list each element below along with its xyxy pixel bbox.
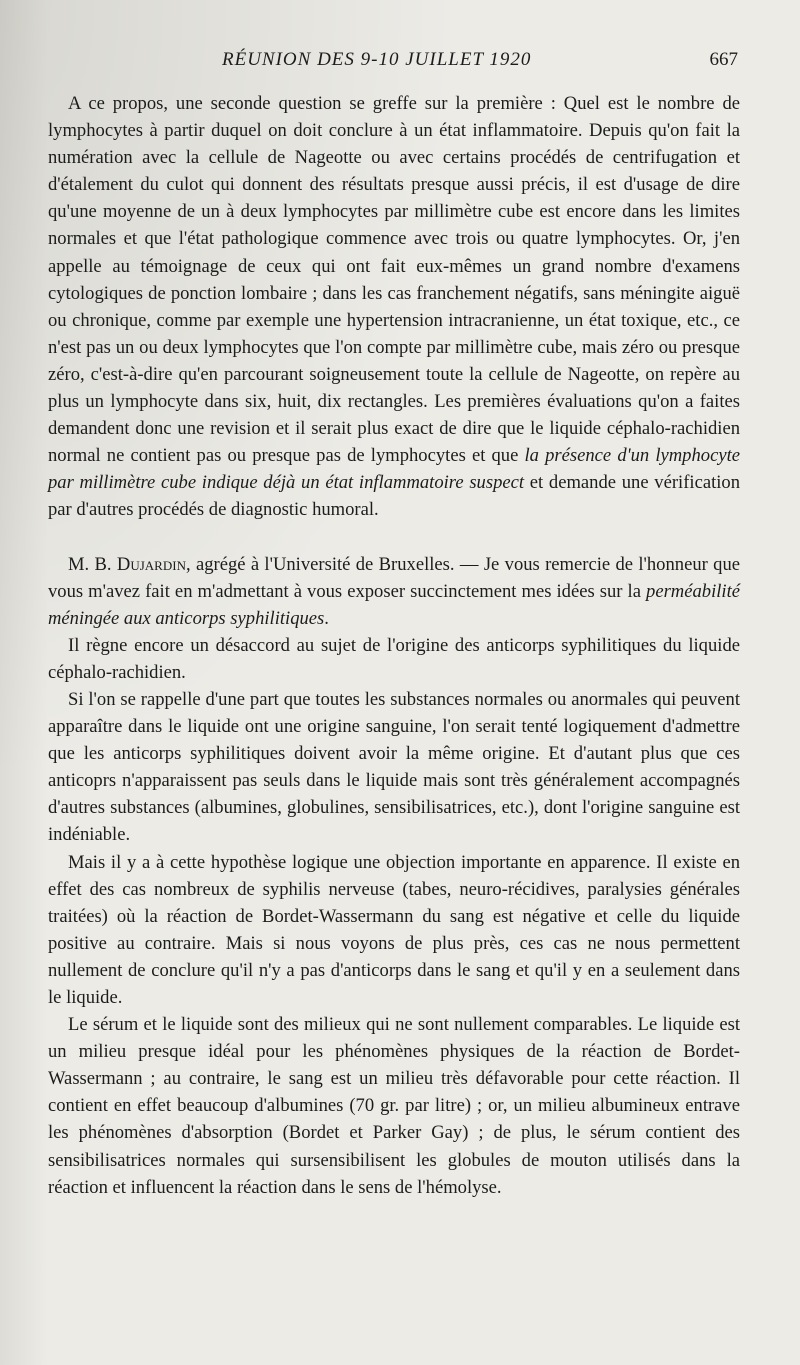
paragraph-serum — [48, 1011, 740, 1201]
italic-phrase: perméabilité méningée aux anticorps syphilitiques — [48, 580, 740, 629]
paragraph-text: Mais il y a à cette hypothèse logique une objection importante en apparence. Il existe en effet des cas nombreux de syphilis nerveuse (tabes, neuro-récidives, paralysies générales traitées) où la réaction de Bordet-Wassermann du sang est négative et celle du liquide positive au contraire. Mais si nous voyons de plus près, ces cas ne nous permettent nullement de conclure qu'il n'y a pas d'anticorps dans le sang et qu'il y en a seulement dans le liquide. — [48, 851, 740, 1008]
page-header — [0, 49, 800, 75]
italic-phrase: la présence d'un lymphocyte par millimètre cube indique déjà un état inflammatoire suspect — [48, 445, 740, 494]
speaker-prefix: M. B. — [68, 553, 117, 575]
paragraph-lymphocytes — [48, 90, 740, 524]
speaker-name: Dujardin — [116, 553, 186, 575]
paragraph-objection — [48, 849, 740, 1012]
paragraph-dujardin — [48, 551, 740, 632]
paragraph-text: Le sérum et le liquide sont des milieux qui ne sont nullement comparables. Le liquide est un milieu presque idéal pour les phénomènes physiques de la réaction de Bordet-Wassermann ; au contraire, le sang est un milieu très défavorable pour cette réaction. Il contient en effet beaucoup d'albumines (70 gr. par litre) ; or, un milieu albumineux entrave les phénomènes d'absorption (Bordet et Parker Gay) ; de plus, le sérum contient des sensibilisatrices normales qui sursensibilisent les globules de mouton utilisés dans la réaction et influencent la réaction dans le sens de l'hémolyse. — [48, 1014, 740, 1198]
paragraph-origine — [48, 686, 740, 849]
paragraph-text: et demande une vérification par d'autres procédés de diagnostic humoral. — [48, 472, 740, 521]
paragraph-desaccord — [48, 632, 740, 686]
paragraph-text: . — [324, 607, 329, 629]
running-title: RÉUNION DES 9-10 JUILLET 1920 — [222, 49, 532, 70]
paragraph-text: Si l'on se rappelle d'une part que toutes les substances normales ou anormales qui peuvent apparaître dans le liquide ont une origine sanguine, l'on serait tenté logiquement d'admettre que les anticorps syphilitiques doivent avoir la même origine. Et d'autant plus que ces anticoprs n'apparaissent pas seuls dans le liquide mais sont très généralement accompagnés d'autres substances (albumines, globulines, sensibilisatrices, etc.), dont l'origine sanguine est indéniable. — [48, 688, 740, 846]
body-text — [48, 90, 740, 1201]
paragraph-text: Il règne encore un désaccord au sujet de l'origine des anticorps syphilitiques du liquide céphalo-rachidien. — [48, 634, 740, 683]
page-number: 667 — [709, 49, 738, 70]
paragraph-text: , agrégé à l'Université de Bruxelles. — Je vous remercie de l'honneur que vous m'avez fait en m'admettant à vous exposer succinctement mes idées sur la — [48, 553, 741, 602]
paragraph-text: A ce propos, une seconde question se greffe sur la première : Quel est le nombre de lymphocytes à partir duquel on doit conclure à un état inflammatoire. Depuis qu'on fait la numération avec la cellule de Nageotte ou avec certains procédés de centrifugation et d'étalement du culot qui donnent des résultats presque aussi précis, il est d'usage de dire qu'une moyenne de un à deux lymphocytes par millimètre cube est encore dans les limites normales et que l'état pathologique commence avec trois ou quatre lymphocytes. Or, j'en appelle au témoignage de ceux qui ont fait eux-mêmes un grand nombre d'examens cytologiques de ponction lombaire ; dans les cas franchement négatifs, sans méningite aiguë ou chronique, comme par exemple une hypertension intracranienne, un état toxique, etc., ce n'est pas un ou deux lymphocytes que l'on compte par millimètre cube, mais zéro ou presque zéro, c'est-à-dire qu'en parcourant soigneusement toute la cellule de Nageotte, on repère au plus un lymphocyte dans six, huit, dix rectangles. Les premières évaluations qu'on a faites demandent donc une revision et il serait plus exact de dire que le liquide céphalo-rachidien normal ne contient pas ou presque pas de lymphocytes et que — [48, 93, 740, 467]
